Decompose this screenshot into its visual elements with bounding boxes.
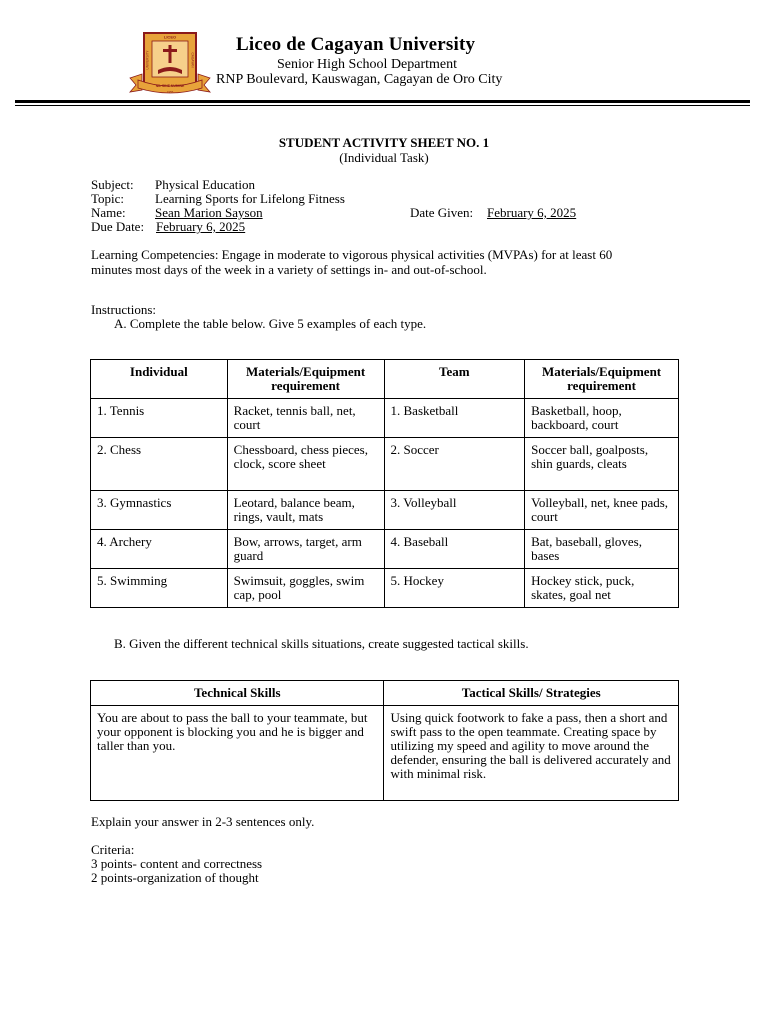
cell-tactical-strategy: Using quick footwork to fake a pass, then a short and swift pass to the open teammate. Creating space by utilizing my speed and agility to move around the defender, ensuring the ball is delivered accurately and with minimal risk. <box>384 706 679 801</box>
name-label: Name: <box>91 205 126 220</box>
table-row <box>91 569 679 608</box>
cell-individual-sport: 3. Gymnastics <box>91 491 228 530</box>
cell-team-materials: Soccer ball, goalposts, shin guards, cleats <box>525 438 679 491</box>
competencies-line-2: minutes most days of the week in a variety of settings in- and out-of-school. <box>91 262 487 277</box>
competencies-line-1: Learning Competencies: Engage in moderate to vigorous physical activities (MVPAs) for at least 60 <box>91 247 613 262</box>
seal-text-left: UNIVERSITY <box>145 50 150 70</box>
university-seal <box>128 30 212 96</box>
subject-value: Physical Education <box>155 177 256 192</box>
cell-team-sport: 2. Soccer <box>384 438 525 491</box>
date-given-value: February 6, 2025 <box>487 205 577 220</box>
sports-equipment-table <box>90 359 679 608</box>
cell-team-materials: Volleyball, net, knee pads, court <box>525 491 679 530</box>
header-technical-skills: Technical Skills <box>91 681 384 706</box>
tactical-skills-table <box>90 680 679 801</box>
cell-team-sport: 4. Baseball <box>384 530 525 569</box>
due-date-label: Due Date: <box>91 219 145 234</box>
cell-individual-sport: 4. Archery <box>91 530 228 569</box>
cell-individual-materials: Leotard, balance beam, rings, vault, mats <box>227 491 384 530</box>
instruction-b: B. Given the different technical skills situations, create suggested tactical skills. <box>114 636 529 651</box>
cell-individual-sport: 5. Swimming <box>91 569 228 608</box>
criteria-item: 2 points-organization of thought <box>91 870 259 885</box>
criteria-item: 3 points- content and correctness <box>91 856 263 871</box>
university-address: RNP Boulevard, Kauswagan, Cagayan de Oro City <box>216 72 503 87</box>
sheet-subtitle: (Individual Task) <box>339 150 429 165</box>
criteria-label: Criteria: <box>91 842 135 857</box>
cell-team-materials: Basketball, hoop, backboard, court <box>525 399 679 438</box>
table-row <box>91 706 679 801</box>
due-date-value: February 6, 2025 <box>156 219 246 234</box>
header-materials-individual: Materials/Equipment requirement <box>227 360 384 399</box>
cell-individual-sport: 1. Tennis <box>91 399 228 438</box>
seal-text-top: LICEO <box>163 34 177 40</box>
cell-individual-materials: Swimsuit, goggles, swim cap, pool <box>227 569 384 608</box>
table-row <box>91 438 679 491</box>
table-row <box>91 530 679 569</box>
explain-instruction: Explain your answer in 2-3 sentences only. <box>91 814 315 829</box>
table-row <box>91 491 679 530</box>
cell-team-materials: Hockey stick, puck, skates, goal net <box>525 569 679 608</box>
seal-year: 1955 <box>166 90 174 94</box>
topic-value: Learning Sports for Lifelong Fitness <box>155 191 345 206</box>
cell-technical-situation: You are about to pass the ball to your teammate, but your opponent is blocking you and he is bigger and taller than you. <box>91 706 384 801</box>
instruction-a: A. Complete the table below. Give 5 examples of each type. <box>114 316 427 331</box>
topic-label: Topic: <box>91 191 125 206</box>
table-header-row <box>91 681 679 706</box>
cell-individual-materials: Chessboard, chess pieces, clock, score sheet <box>227 438 384 491</box>
cell-individual-materials: Bow, arrows, target, arm guard <box>227 530 384 569</box>
header-tactical-skills: Tactical Skills/ Strategies <box>384 681 679 706</box>
instructions-label: Instructions: <box>91 302 156 317</box>
cell-individual-materials: Racket, tennis ball, net, court <box>227 399 384 438</box>
university-name: Liceo de Cagayan University <box>236 34 476 55</box>
header-materials-team: Materials/Equipment requirement <box>525 360 679 399</box>
cell-team-sport: 3. Volleyball <box>384 491 525 530</box>
cell-team-sport: 1. Basketball <box>384 399 525 438</box>
seal-text-right: CAGAYAN <box>190 52 195 68</box>
table-header-row <box>91 360 679 399</box>
cell-individual-sport: 2. Chess <box>91 438 228 491</box>
seal-motto: NIL SINE NUMINE <box>155 84 185 88</box>
date-given-label: Date Given: <box>410 205 474 220</box>
header-team: Team <box>384 360 525 399</box>
table-row <box>91 399 679 438</box>
header-individual: Individual <box>91 360 228 399</box>
department-name: Senior High School Department <box>277 57 458 72</box>
sheet-title: STUDENT ACTIVITY SHEET NO. 1 <box>278 135 490 150</box>
subject-label: Subject: <box>91 177 134 192</box>
header-rule-thin <box>15 105 750 106</box>
cell-team-materials: Bat, baseball, gloves, bases <box>525 530 679 569</box>
cell-team-sport: 5. Hockey <box>384 569 525 608</box>
header-rule-thick <box>15 100 750 103</box>
name-value: Sean Marion Sayson <box>155 205 263 220</box>
